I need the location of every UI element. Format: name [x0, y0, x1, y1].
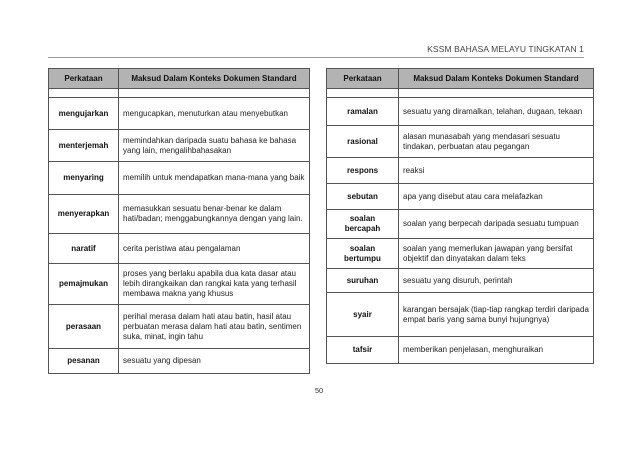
term-cell: respons: [327, 158, 399, 184]
meaning-cell: sesuatu yang disuruh, perintah: [399, 269, 594, 293]
meaning-cell: apa yang disebut atau cara melafazkan: [399, 184, 594, 210]
column-header-term: Perkataan: [327, 69, 399, 89]
table-row: [49, 195, 310, 234]
table-row: [327, 158, 594, 184]
meaning-cell: soalan yang berpecah daripada sesuatu tumpuan: [399, 210, 594, 239]
table-header-row: [49, 69, 310, 89]
column-header-meaning: Maksud Dalam Konteks Dokumen Standard: [399, 69, 594, 89]
meaning-cell: memilih untuk mendapatkan mana-mana yang baik: [119, 162, 310, 195]
table-row: [327, 239, 594, 269]
table-row: [49, 264, 310, 305]
spacer-row: [49, 89, 310, 98]
table-row: [327, 269, 594, 293]
meaning-cell: reaksi: [399, 158, 594, 184]
term-cell: syair: [327, 293, 399, 337]
meaning-cell: cerita peristiwa atau pengalaman: [119, 234, 310, 264]
term-cell: menyerapkan: [49, 195, 119, 234]
table-row: [327, 184, 594, 210]
meaning-cell: soalan yang memerlukan jawapan yang bersifat objektif dan dinyatakan dalam teks: [399, 239, 594, 269]
term-cell: sebutan: [327, 184, 399, 210]
table-row: [49, 130, 310, 162]
meaning-cell: mengucapkan, menuturkan atau menyebutkan: [119, 98, 310, 130]
page-number: 50: [314, 386, 324, 395]
table-row: [49, 349, 310, 374]
term-cell: tafsir: [327, 337, 399, 364]
term-cell: rasional: [327, 126, 399, 158]
meaning-cell: memindahkan daripada suatu bahasa ke bahasa yang lain, mengalihbahasakan: [119, 130, 310, 162]
glossary-table-left: [48, 68, 310, 374]
term-cell: suruhan: [327, 269, 399, 293]
column-header-meaning: Maksud Dalam Konteks Dokumen Standard: [119, 69, 310, 89]
meaning-cell: memasukkan sesuatu benar-benar ke dalam hati/badan; menggabungkannya dengan yang lain.: [119, 195, 310, 234]
column-header-term: Perkataan: [49, 69, 119, 89]
table-row: [327, 337, 594, 364]
term-cell: perasaan: [49, 305, 119, 349]
meaning-cell: proses yang berlaku apabila dua kata dasar atau lebih dirangkaikan dan rangkai kata yang terhasil membawa makna yang khusus: [119, 264, 310, 305]
table-row: [49, 98, 310, 130]
meaning-cell: perihal merasa dalam hati atau batin, hasil atau perbuatan merasa dalam hati atau batin, sentimen suka, minat, ingin tahu: [119, 305, 310, 349]
header-rule: [48, 57, 584, 58]
table-row: [327, 210, 594, 239]
term-cell: soalan bertumpu: [327, 239, 399, 269]
table-row: [49, 234, 310, 264]
table-row: [49, 305, 310, 349]
table-row: [327, 98, 594, 126]
meaning-cell: sesuatu yang dipesan: [119, 349, 310, 374]
running-header: KSSM BAHASA MELAYU TINGKATAN 1: [427, 44, 584, 54]
term-cell: mengujarkan: [49, 98, 119, 130]
term-cell: soalan bercapah: [327, 210, 399, 239]
meaning-cell: memberikan penjelasan, menghuraikan: [399, 337, 594, 364]
term-cell: naratif: [49, 234, 119, 264]
meaning-cell: sesuatu yang diramalkan, telahan, dugaan, tekaan: [399, 98, 594, 126]
glossary-table-right: [326, 68, 594, 364]
term-cell: pemajmukan: [49, 264, 119, 305]
table-header-row: [327, 69, 594, 89]
table-row: [49, 162, 310, 195]
term-cell: pesanan: [49, 349, 119, 374]
meaning-cell: karangan bersajak (tiap-tiap rangkap terdiri daripada empat baris yang sama bunyi hujungnya): [399, 293, 594, 337]
meaning-cell: alasan munasabah yang mendasari sesuatu tindakan, perbuatan atau pegangan: [399, 126, 594, 158]
table-row: [327, 293, 594, 337]
term-cell: menyaring: [49, 162, 119, 195]
spacer-row: [327, 89, 594, 98]
table-row: [327, 126, 594, 158]
term-cell: ramalan: [327, 98, 399, 126]
term-cell: menterjemah: [49, 130, 119, 162]
